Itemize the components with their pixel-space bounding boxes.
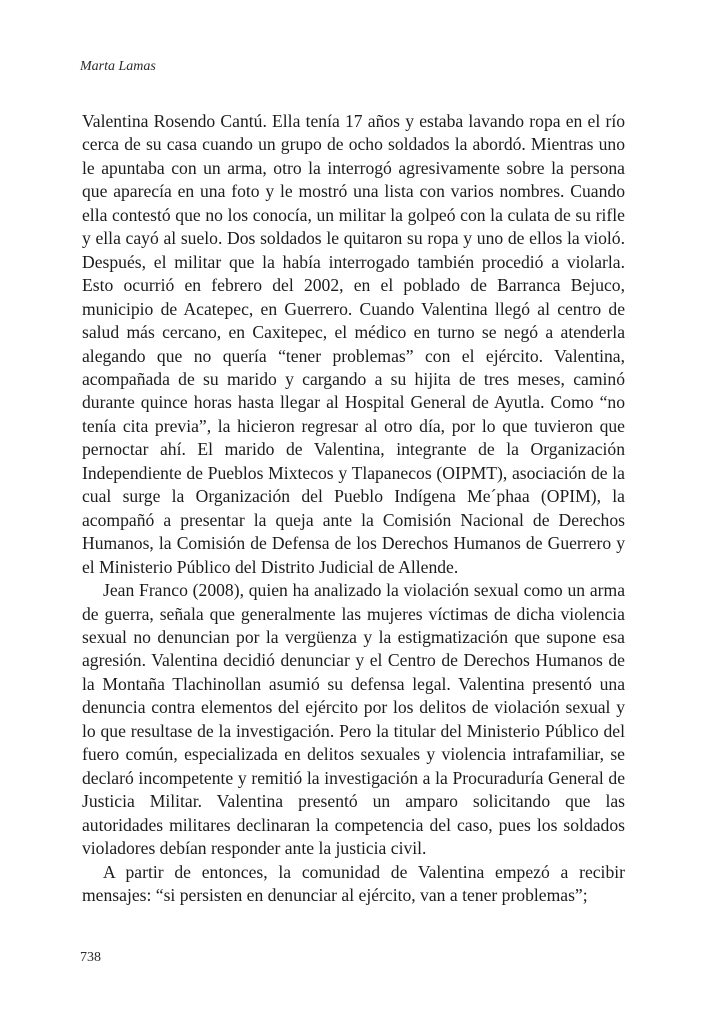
running-header-author: Marta Lamas [80, 59, 156, 74]
page-number: 738 [80, 950, 101, 965]
paragraph: Jean Franco (2008), quien ha analizado la violación sexual como un arma de guerra, señala que generalmente las mujeres víctimas de dicha violencia sexual no denuncian por la vergüenza y la estigmatización que supone esa agresión. Valentina decidió denunciar y el Centro de Derechos Humanos de la Montaña Tlachinollan asumió su defensa legal. Valentina presentó una denuncia contra elementos del ejército por los delitos de violación sexual y lo que resultase de la investigación. Pero la titular del Ministerio Público del fuero común, especializada en delitos sexuales y violencia intrafamiliar, se declaró incompetente y remitió la investigación a la Procuraduría General de Justicia Militar. Valentina presentó un amparo solicitando que las autoridades militares declinaran la competencia del caso, pues los soldados violadores debían responder ante la justicia civil. [82, 580, 625, 859]
paragraph: Valentina Rosendo Cantú. Ella tenía 17 años y estaba lavando ropa en el río cerca de su casa cuando un grupo de ocho soldados la abordó. Mientras uno le apuntaba con un arma, otro la interrogó agresivamente sobre la persona que aparecía en una foto y le mostró una lista con varios nombres. Cuando ella contestó que no los conocía, un militar la golpeó con la culata de su rifle y ella cayó al suelo. Dos soldados le quitaron su ropa y uno de ellos la violó. Después, el militar que la había interrogado también procedió a violarla. Esto ocurrió en febrero del 2002, en el poblado de Barranca Bejuco, municipio de Acatepec, en Guerrero. Cuando Valentina llegó al centro de salud más cercano, en Caxitepec, el médico en turno se negó a atenderla alegando que no quería “tener problemas” con el ejército. Valentina, acompañada de su marido y cargando a su hijita de tres meses, caminó durante quince horas hasta llegar al Hospital General de Ayutla. Como “no tenía cita previa”, la hicieron regresar al otro día, por lo que tuvieron que pernoctar ahí. El marido de Valentina, integrante de la Organización Independiente de Pueblos Mixtecos y Tlapanecos (OIPMT), asociación de la cual surge la Organización del Pueblo Indígena Me´phaa (OPIM), la acompañó a presentar la queja ante la Comisión Nacional de Derechos Humanos, la Comisión de Defensa de los Derechos Humanos de Guerrero y el Ministerio Público del Distrito Judicial de Allende. [82, 111, 625, 577]
body-text [82, 110, 625, 907]
paragraph: A partir de entonces, la comunidad de Valentina empezó a recibir mensajes: “si persisten en denunciar al ejército, van a tener problemas”; [82, 861, 625, 905]
